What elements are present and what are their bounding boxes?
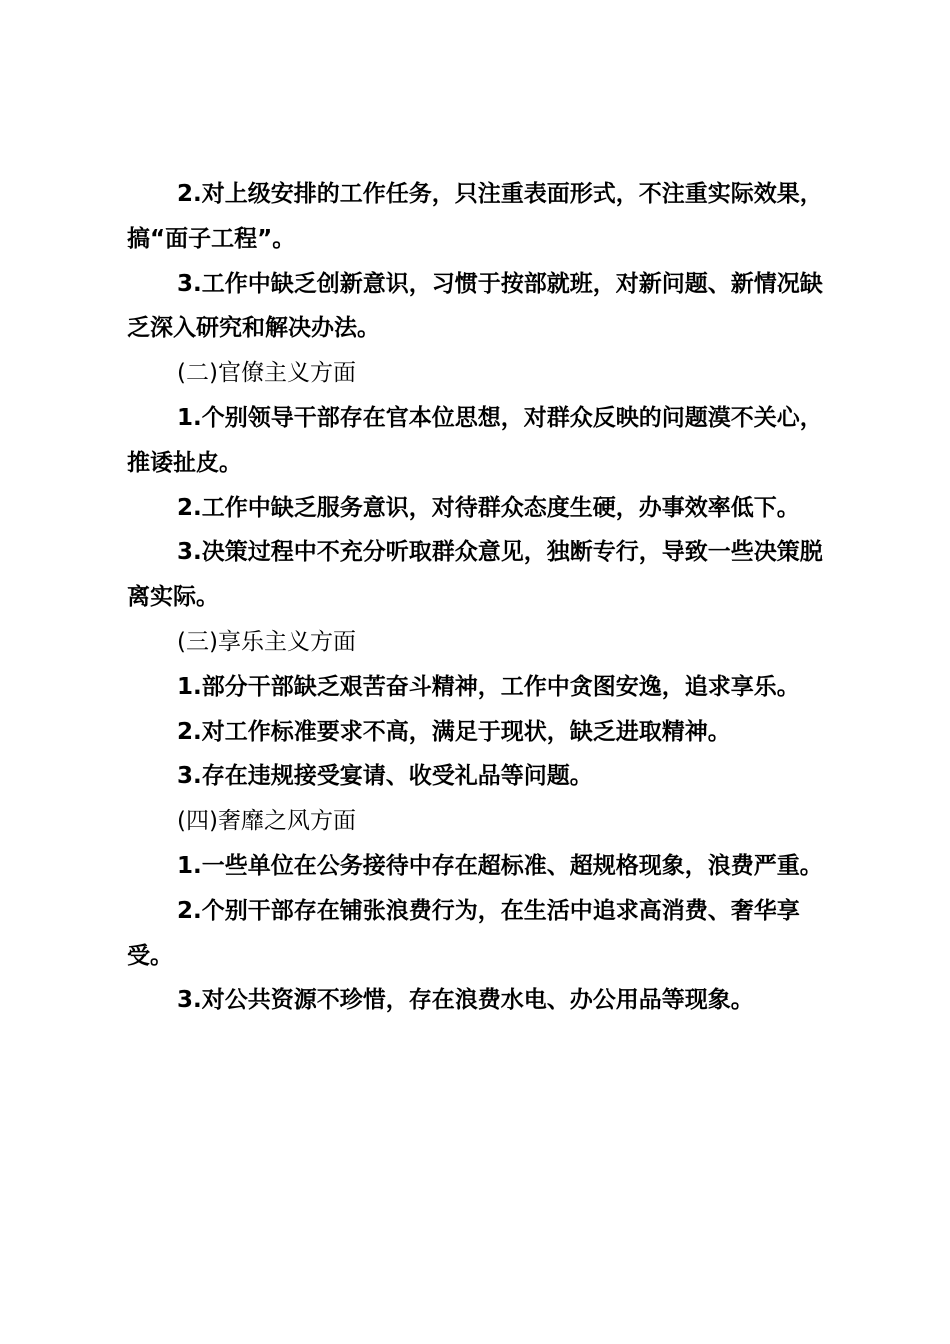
paragraph-extravagance-3: 3.对公共资源不珍惜，存在浪费水电、办公用品等现象。 bbox=[177, 987, 754, 1014]
section-heading-bureaucratism: (二)官僚主义方面 bbox=[177, 360, 356, 387]
paragraph-extravagance-2: 2.个别干部存在铺张浪费行为，在生活中追求高消费、奢华享受。 bbox=[127, 897, 800, 969]
paragraph-hedonism-3: 3.存在违规接受宴请、收受礼品等问题。 bbox=[177, 763, 593, 790]
section-heading-hedonism: (三)享乐主义方面 bbox=[177, 628, 356, 655]
paragraph-hedonism-2: 2.对工作标准要求不高，满足于现状，缺乏进取精神。 bbox=[177, 718, 731, 745]
paragraph-bureaucratism-2: 2.工作中缺乏服务意识，对待群众态度生硬，办事效率低下。 bbox=[177, 494, 800, 521]
document-body bbox=[127, 172, 825, 1023]
section-heading-extravagance: (四)奢靡之风方面 bbox=[177, 808, 356, 835]
paragraph-bureaucratism-3: 3.决策过程中不充分听取群众意见，独断专行，导致一些决策脱离实际。 bbox=[127, 539, 823, 611]
paragraph-bureaucratism-1: 1.个别领导干部存在官本位思想，对群众反映的问题漠不关心，推诿扯皮。 bbox=[127, 404, 823, 476]
paragraph-extravagance-1: 1.一些单位在公务接待中存在超标准、超规格现象，浪费严重。 bbox=[177, 852, 823, 879]
paragraph-formalism-2: 2.对上级安排的工作任务，只注重表面形式，不注重实际效果，搞“面子工程”。 bbox=[127, 181, 823, 252]
paragraph-hedonism-1: 1.部分干部缺乏艰苦奋斗精神，工作中贪图安逸，追求享乐。 bbox=[177, 673, 800, 700]
paragraph-formalism-3: 3.工作中缺乏创新意识，习惯于按部就班，对新问题、新情况缺乏深入研究和解决办法。 bbox=[127, 270, 823, 342]
